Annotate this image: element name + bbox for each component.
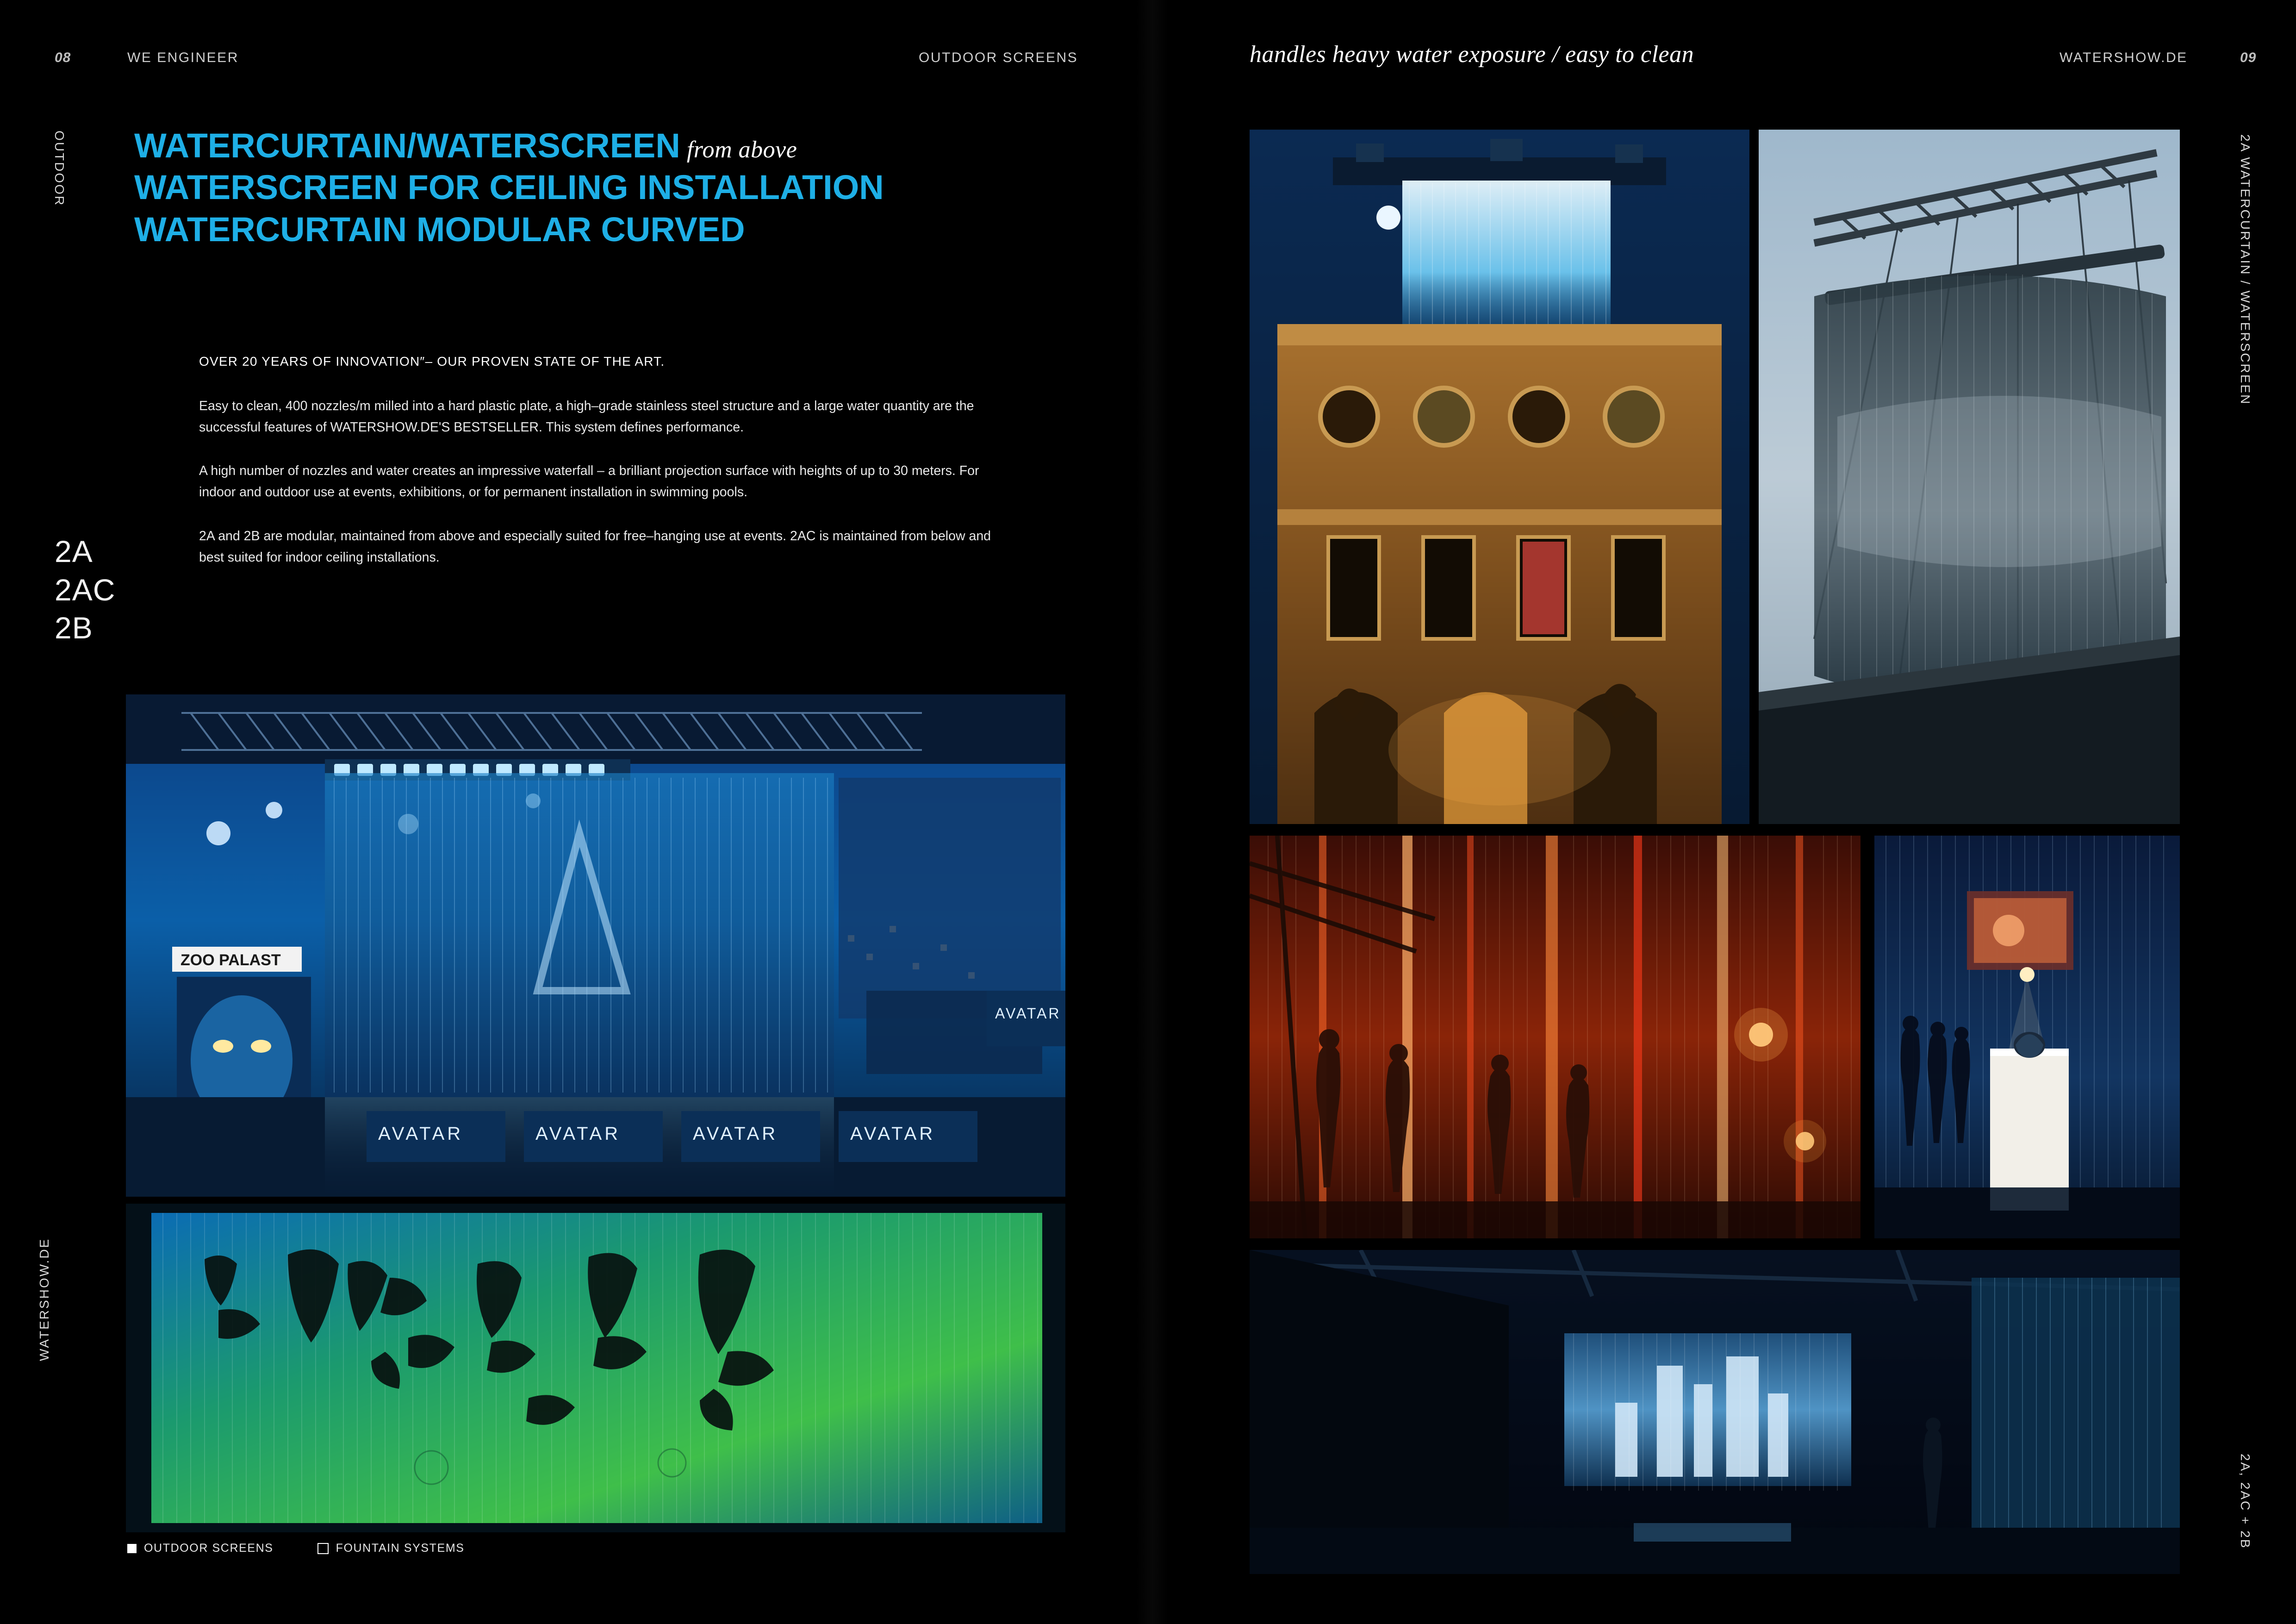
header-brand-left: WE ENGINEER (127, 50, 239, 65)
title-line-1-text: WATERCURTAIN/WATERSCREEN (134, 126, 680, 165)
side-tab-section-right: 2A WATERCURTAIN / WATERSCREEN (2238, 134, 2252, 406)
photo-label-zoo-palast: ZOO PALAST (180, 951, 281, 969)
photo-gallery-plinth (1874, 836, 2180, 1238)
legend-item-outdoor-screens (127, 1542, 274, 1555)
page-gutter (1136, 0, 1169, 1624)
photo-swimwear-screen (126, 1204, 1065, 1532)
right-page-number: 09 (2240, 50, 2257, 65)
photo-gallery-plinth-artwork (1874, 836, 2180, 1238)
side-tab-outdoor: OUTDOOR (52, 131, 67, 207)
legend-label-outdoor-screens: OUTDOOR SCREENS (144, 1542, 274, 1555)
photo-building-facade-artwork (1250, 130, 1749, 824)
body-paragraph-3: 2A and 2B are modular, maintained from above and especially suited for free–hanging use at events. 2AC is maintained from below and best suited for indoor ceiling installations. (199, 528, 991, 565)
product-code-2ac: 2AC (55, 572, 116, 607)
photo-swimwear-screen-artwork (126, 1204, 1065, 1532)
photo-projection-room-artwork (1250, 1250, 2180, 1574)
left-page-number: 08 (55, 50, 71, 65)
photo-avatar-premiere-artwork (126, 694, 1065, 1197)
page-title (134, 125, 1106, 250)
header-tagline-right: handles heavy water exposure / easy to clean (1250, 41, 1694, 68)
legend-marker-filled-icon (127, 1544, 137, 1553)
photo-red-curtain-artwork (1250, 836, 1860, 1238)
side-tab-codes-right: 2A, 2AC + 2B (2238, 1454, 2252, 1549)
legend-label-fountain-systems: FOUNTAIN SYSTEMS (336, 1542, 465, 1555)
photo-crane-screen (1759, 130, 2180, 824)
product-code-2a: 2A (55, 534, 93, 568)
svg-text:AVATAR: AVATAR (995, 1005, 1061, 1022)
legend (127, 1542, 465, 1555)
legend-marker-hollow-icon (317, 1543, 329, 1554)
title-line-1-suffix: from above (686, 137, 797, 163)
photo-projection-room (1250, 1250, 2180, 1574)
body-paragraph-2: A high number of nozzles and water creates an impressive waterfall – a brilliant projection surface with heights of up to 30 meters. For indoor and outdoor use at events, exhibitions, or for permanent installation in swimming pools. (199, 463, 979, 500)
legend-item-fountain-systems (317, 1542, 465, 1555)
title-line-2: WATERSCREEN FOR CEILING INSTALLATION (134, 168, 884, 207)
svg-text:AVATAR: AVATAR (378, 1124, 464, 1144)
header-brand-right: WATERSHOW.DE (2060, 50, 2188, 65)
photo-building-facade (1250, 130, 1749, 824)
svg-text:AVATAR: AVATAR (535, 1124, 621, 1144)
title-line-3: WATERCURTAIN MODULAR CURVED (134, 210, 745, 249)
body-paragraph-1: Easy to clean, 400 nozzles/m milled into a hard plastic plate, a high–grade stainless steel structure and a large water quantity are the successful features of WATERSHOW.DE'S BESTSELLER. This system defines performance. (199, 399, 974, 435)
body-lead: OVER 20 YEARS OF INNOVATION″– OUR PROVEN STATE OF THE ART. (199, 354, 665, 369)
photo-avatar-premiere (126, 694, 1065, 1197)
photo-crane-screen-artwork (1759, 130, 2180, 824)
title-line-1 (134, 125, 1106, 167)
svg-text:AVATAR: AVATAR (693, 1124, 778, 1144)
body-copy (199, 352, 1014, 590)
photo-red-curtain (1250, 836, 1860, 1238)
svg-text:AVATAR: AVATAR (850, 1124, 936, 1144)
product-code-2b: 2B (55, 611, 93, 645)
product-codes (55, 532, 115, 647)
header-section-left: OUTDOOR SCREENS (919, 50, 1078, 65)
side-tab-watershow: WATERSHOW.DE (37, 1237, 51, 1361)
